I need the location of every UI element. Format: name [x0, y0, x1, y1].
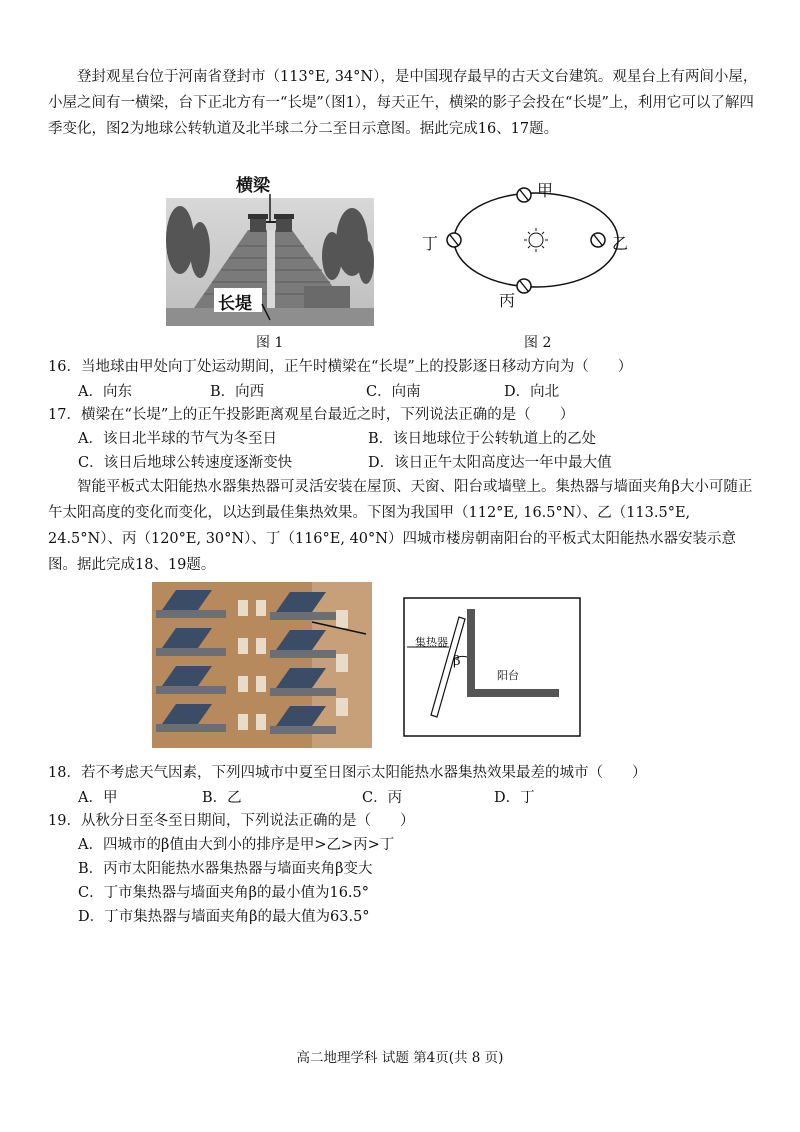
- page-footer: 高二地理学科 试题 第4页(共 8 页): [296, 1050, 504, 1066]
- q19-option-c[interactable]: C．丁市集热器与墙面夹角β的最小值为16.5°: [78, 885, 370, 901]
- question-19-stem: 19．从秋分日至冬至日期间，下列说法正确的是（ ）: [48, 813, 415, 829]
- label-ding: 丁: [422, 234, 439, 253]
- figure-1-observatory-photo: [166, 170, 374, 326]
- q19-option-d[interactable]: D．丁市集热器与墙面夹角β的最大值为63.5°: [78, 909, 370, 925]
- figure-installation-diagram: [403, 597, 581, 737]
- q19-option-a[interactable]: A．四城市的β值由大到小的排序是甲>乙>丙>丁: [78, 837, 395, 853]
- figure-building-photo: [152, 582, 372, 748]
- question-17-stem: 17．横梁在“长堤”上的正午投影距离观星台最近之时，下列说法正确的是（ ）: [48, 407, 575, 423]
- q16-option-a[interactable]: A．向东: [78, 384, 132, 400]
- q16-option-c[interactable]: C．向南: [366, 384, 421, 400]
- q17-option-b[interactable]: B．该日地球位于公转轨道上的乙处: [368, 431, 597, 447]
- label-beam: 横梁: [236, 176, 270, 196]
- figure-1-caption: 图 1: [256, 335, 284, 351]
- q18-option-a[interactable]: A．甲: [78, 790, 118, 806]
- intro-paragraph-16-17: 登封观星台位于河南省登封市（113°E, 34°N），是中国现存最早的古天文台建筑。观星台上有两间小屋，小屋之间有一横梁，台下正北方有一“长堤”（图1），每天正午，横梁的影子会投在“长堤”上，利用它可以了解四季变化，图2为地球公转轨道及北半球二分二至日示意图。据此完成16、17题。: [48, 69, 758, 137]
- label-balcony: 阳台: [497, 669, 519, 682]
- q17-option-d[interactable]: D．该日正午太阳高度达一年中最大值: [368, 455, 612, 471]
- question-17-options-ab: [78, 428, 596, 450]
- question-18-options: [78, 787, 535, 809]
- q17-option-a[interactable]: A．该日北半球的节气为冬至日: [78, 431, 277, 447]
- figure-2-caption: 图 2: [524, 335, 552, 351]
- label-collector: 集热器: [415, 636, 448, 649]
- q16-option-d[interactable]: D．向北: [504, 384, 560, 400]
- q18-option-d[interactable]: D．丁: [494, 790, 535, 806]
- q18-option-c[interactable]: C．丙: [362, 790, 403, 806]
- label-dike: 长堤: [218, 294, 252, 314]
- q17-option-c[interactable]: C．该日后地球公转速度逐渐变快: [78, 455, 293, 471]
- question-16-options: [78, 381, 559, 403]
- figure-2-orbit-diagram: [420, 170, 640, 315]
- intro-paragraph-18-19: 智能平板式太阳能热水器集热器可灵活安装在屋顶、天窗、阳台或墙壁上。集热器与墙面夹角β大小可随正午太阳高度的变化而变化，以达到最佳集热效果。下图为我国甲（112°E, 16.5°N）、乙（113.5°E, 24.5°N）、丙（120°E, 30°N）、丁（116°E, 40°N）四城市楼房朝南阳台的平板式太阳能热水器安装示意图。据此完成18、19题。: [48, 479, 753, 573]
- question-16-stem: 16．当地球由甲处向丁处运动期间，正午时横梁在“长堤”上的投影逐日移动方向为（ ）: [48, 359, 633, 375]
- q18-option-b[interactable]: B．乙: [202, 790, 242, 806]
- label-bing: 丙: [499, 291, 516, 310]
- q19-option-b[interactable]: B．丙市太阳能热水器集热器与墙面夹角β变大: [78, 861, 373, 877]
- label-jia: 甲: [537, 181, 554, 200]
- label-beta: β: [453, 654, 461, 669]
- q16-option-b[interactable]: B．向西: [210, 384, 265, 400]
- label-yi: 乙: [612, 234, 629, 253]
- sun-icon: [524, 228, 548, 252]
- question-17-options-cd: [78, 452, 612, 474]
- question-18-stem: 18．若不考虑天气因素，下列四城市中夏至日图示太阳能热水器集热效果最差的城市（ ）: [48, 765, 647, 781]
